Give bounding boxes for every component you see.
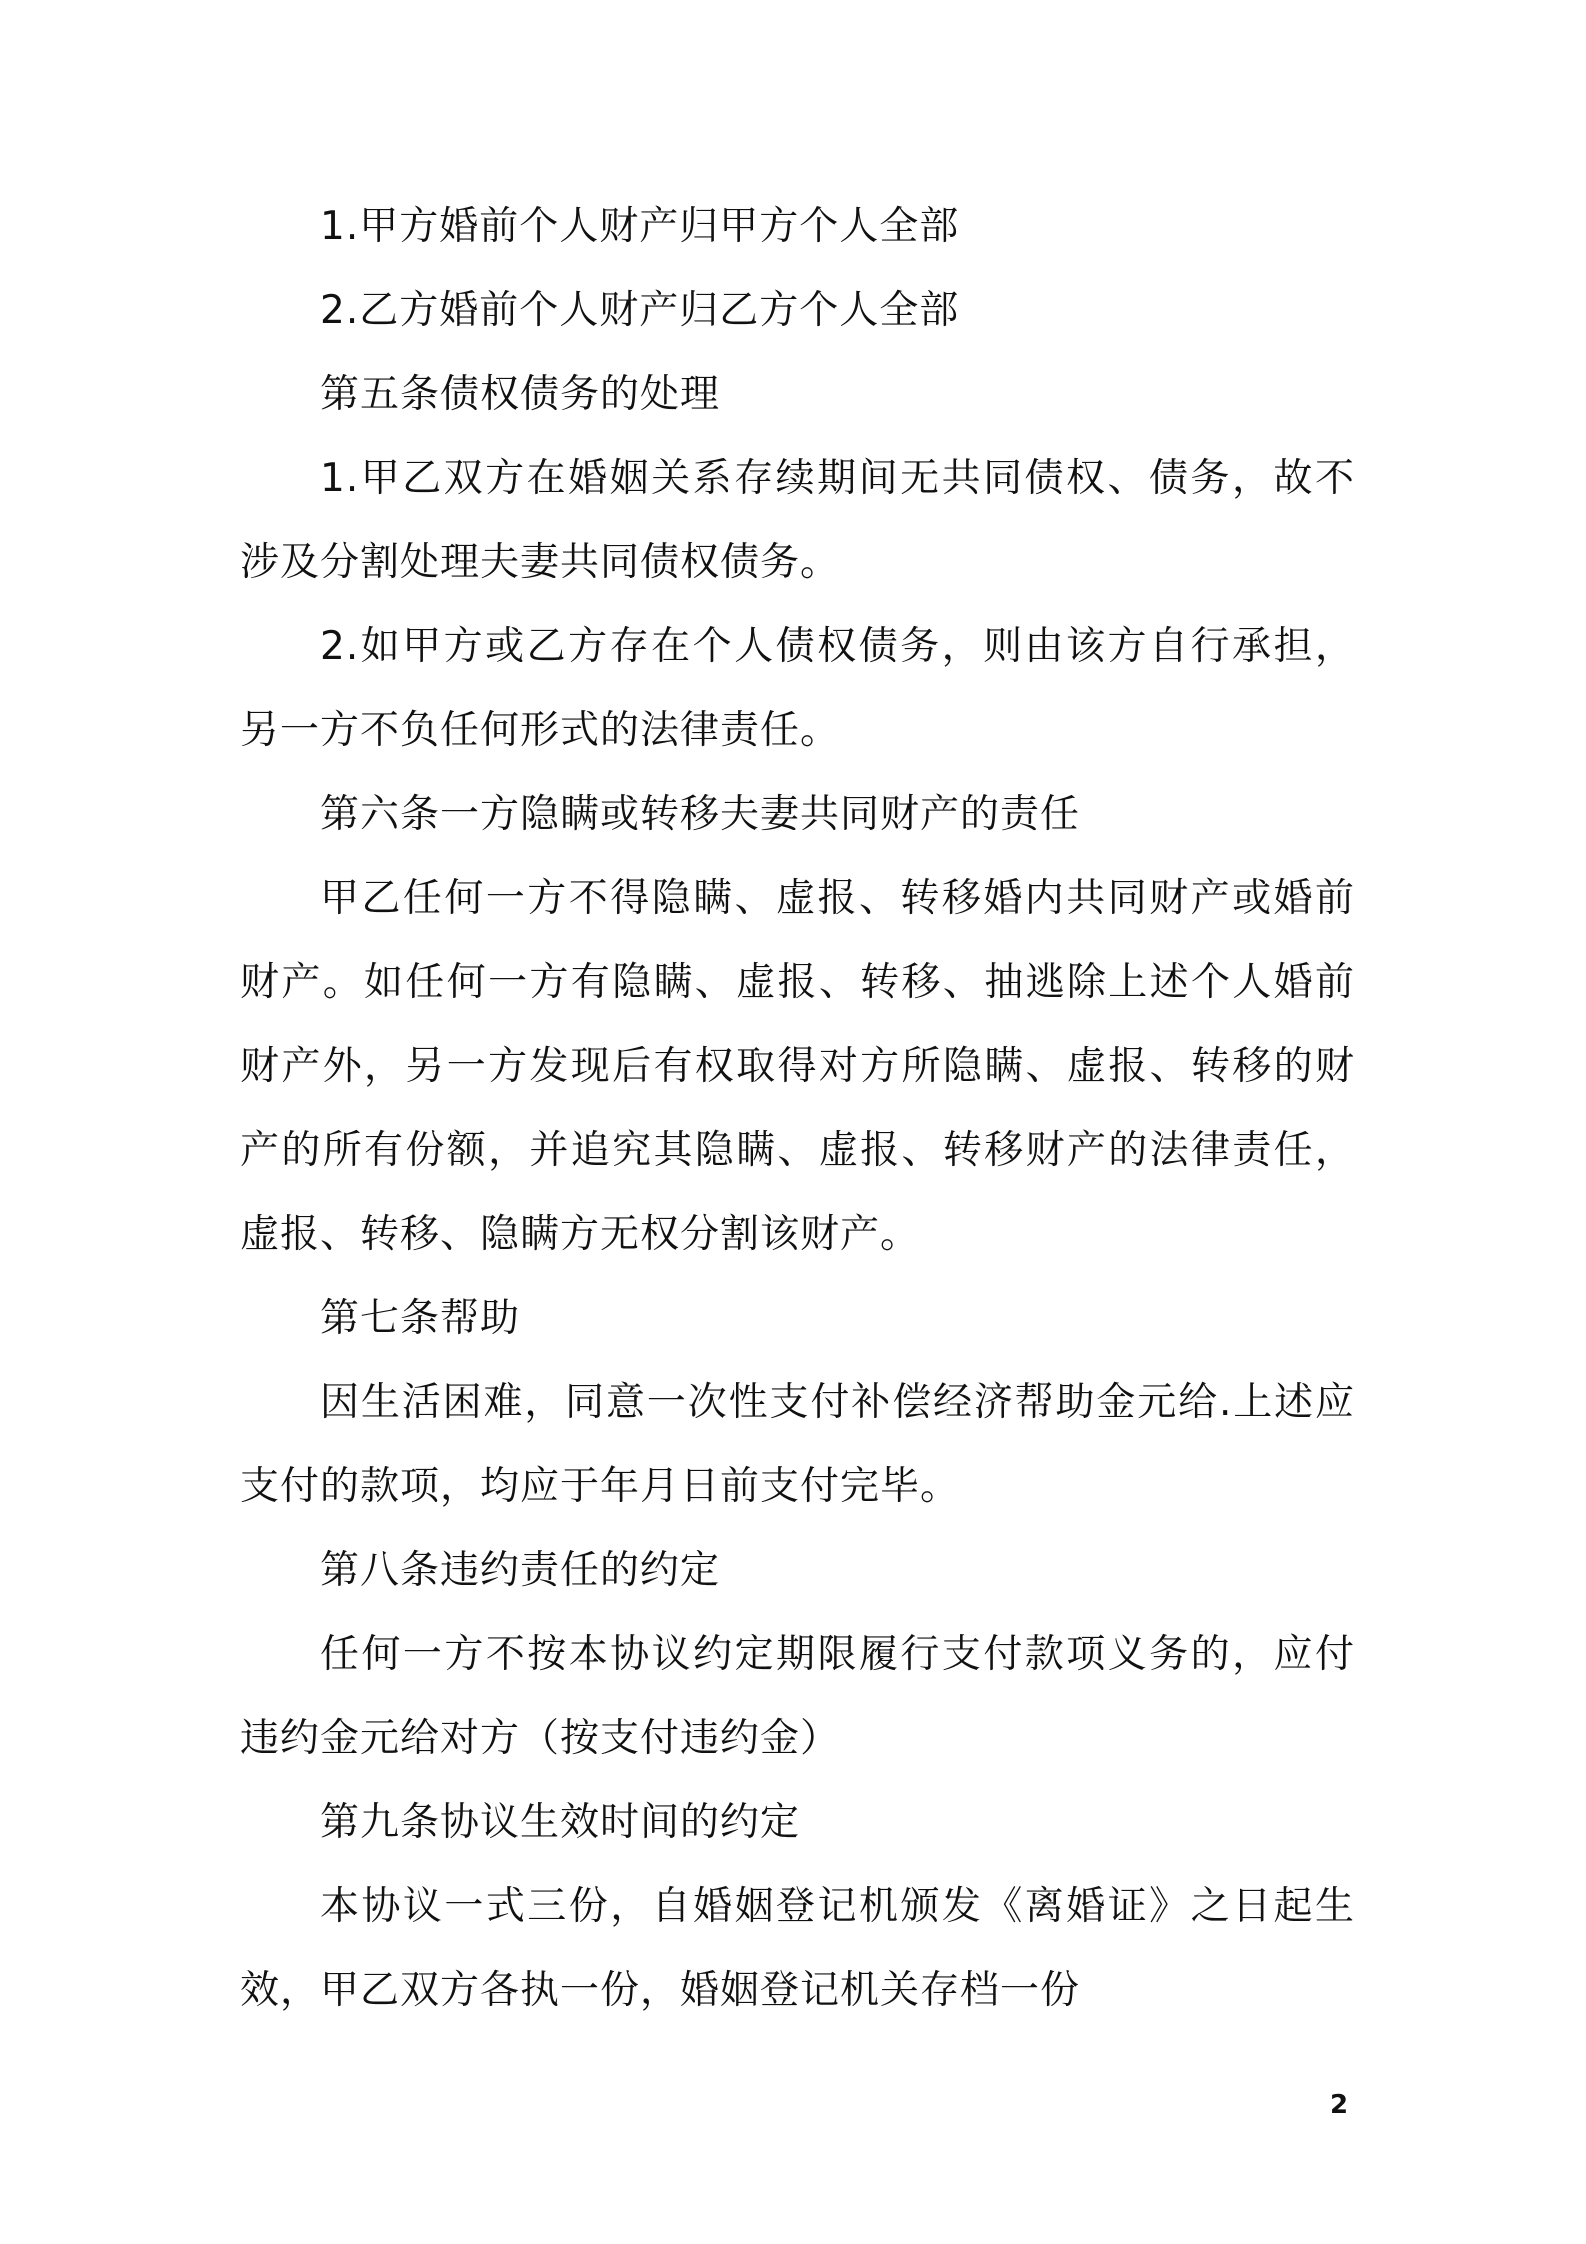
paragraph-article-5-clause-1: 1.甲乙双方在婚姻关系存续期间无共同债权、债务，故不涉及分割处理夫妻共同债权债务。 (240, 456, 1355, 585)
heading-article-7: 第七条帮助 (320, 1296, 521, 1341)
paragraph-premarital-property-party-a: 1.甲方婚前个人财产归甲方个人全部 (320, 204, 960, 249)
heading-article-9: 第九条协议生效时间的约定 (320, 1800, 801, 1845)
paragraph-article-5-clause-2: 2.如甲方或乙方存在个人债权债务，则由该方自行承担，另一方不负任何形式的法律责任。 (240, 624, 1355, 753)
heading-article-8: 第八条违约责任的约定 (320, 1548, 721, 1593)
paragraph-article-9-body: 本协议一式三份，自婚姻登记机颁发《离婚证》之日起生效，甲乙双方各执一份，婚姻登记机关存档一份 (240, 1884, 1355, 2013)
paragraph-premarital-property-party-b: 2.乙方婚前个人财产归乙方个人全部 (320, 288, 960, 333)
paragraph-article-7-body: 因生活困难，同意一次性支付补偿经济帮助金元给.上述应支付的款项，均应于年月日前支付完毕。 (240, 1380, 1355, 1509)
heading-article-6: 第六条一方隐瞒或转移夫妻共同财产的责任 (320, 792, 1081, 837)
page-number: 2 (1330, 2090, 1349, 2120)
paragraph-article-6-body: 甲乙任何一方不得隐瞒、虚报、转移婚内共同财产或婚前财产。如任何一方有隐瞒、虚报、转移、抽逃除上述个人婚前财产外，另一方发现后有权取得对方所隐瞒、虚报、转移的财产的所有份额，并追究其隐瞒、虚报、转移财产的法律责任，虚报、转移、隐瞒方无权分割该财产。 (240, 876, 1355, 1257)
paragraph-article-8-body: 任何一方不按本协议约定期限履行支付款项义务的，应付违约金元给对方（按支付违约金） (240, 1632, 1355, 1761)
heading-article-5: 第五条债权债务的处理 (320, 372, 721, 417)
document-body (240, 185, 1355, 2033)
